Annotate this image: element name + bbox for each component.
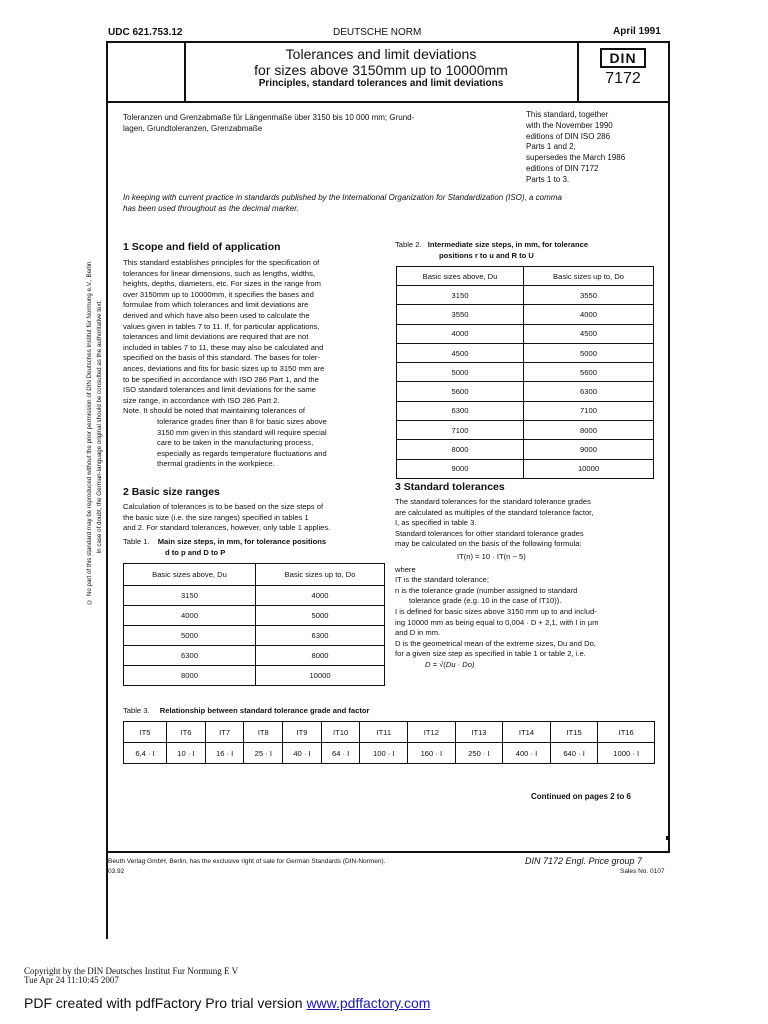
- definition-line: I is defined for basic sizes above 3150 mm up to and includ-: [395, 606, 597, 616]
- table-cell: 8000: [256, 646, 385, 666]
- right-border: [668, 103, 670, 841]
- factor-cell: 6,4 · I: [124, 743, 167, 764]
- table-cell: 4000: [397, 324, 524, 343]
- din-reference: DIN 7172 Engl. Price group 7: [525, 856, 643, 866]
- table-cell: 5600: [397, 382, 524, 401]
- supersedes-line: editions of DIN ISO 286: [526, 131, 611, 141]
- grade-cell: IT6: [167, 722, 206, 743]
- grade-cell: IT13: [455, 722, 503, 743]
- iso-note-line: has been used throughout as the decimal marker.: [123, 204, 299, 213]
- table-1: [123, 563, 385, 686]
- table-cell: 10000: [256, 666, 385, 686]
- body-line: ances, deviations and fits for basic sizes up to 3150 mm are: [123, 363, 325, 373]
- table-cell: 5000: [256, 606, 385, 626]
- grade-cell: IT8: [244, 722, 283, 743]
- table-cell: 8000: [397, 440, 524, 459]
- factor-cell: 100 · I: [360, 743, 408, 764]
- table-1-caption-text: Main size steps, in mm, for tolerance positions: [157, 537, 327, 546]
- note-line: care to be taken in the manufacturing process,: [157, 438, 314, 448]
- grade-cell: IT9: [283, 722, 322, 743]
- table-2-caption-text-2: positions r to u and R to U: [439, 250, 534, 260]
- publication-date: April 1991: [613, 26, 661, 37]
- body-line: to be specified in accordance with ISO 286 Part 1, and the: [123, 374, 319, 384]
- table-3-caption-text: Relationship between standard tolerance grade and factor: [159, 706, 370, 715]
- supersedes-line: supersedes the March 1986: [526, 153, 626, 163]
- where-label: where: [395, 564, 416, 574]
- body-line: over 3150mm up to 10000mm, it specifies the bases and: [123, 289, 314, 299]
- factor-cell: 10 · I: [167, 743, 206, 764]
- body-line: heights, depths, diameters, etc. For sizes in the range from: [123, 279, 321, 289]
- table-1-header: Basic sizes above, Du: [124, 564, 256, 586]
- body-line: Standard tolerances for other standard tolerance grades: [395, 528, 584, 538]
- table-cell: 9000: [524, 440, 654, 459]
- german-title-line-2: lagen, Grundtoleranzen, Grenzabmaße: [123, 124, 263, 133]
- definition-line: n is the tolerance grade (number assigned to standard: [395, 585, 578, 595]
- din-number: 7172: [605, 70, 641, 87]
- body-line: ISO standard tolerances and limit deviations for the same: [123, 385, 316, 395]
- definition-line: D is the geometrical mean of the extreme sizes, Du and Do,: [395, 638, 596, 648]
- grade-cell: IT14: [503, 722, 551, 743]
- table-2-header: Basic sizes above, Du: [397, 267, 524, 286]
- table-1-label: Table 1.: [123, 537, 150, 546]
- copyright-line-2: Tue Apr 24 11:10:45 2007: [24, 975, 119, 985]
- section-2: [123, 486, 385, 534]
- iso-decimal-note: [123, 192, 562, 214]
- table-2-label: Table 2.: [395, 240, 422, 249]
- publisher-note: Beuth Verlag GmbH, Berlin, has the exclusive right of sale for German Standards (DIN-Normen).: [108, 858, 386, 865]
- body-line: may be calculated on the basis of the following formula:: [395, 539, 582, 549]
- grade-cell: IT7: [205, 722, 244, 743]
- grade-cell: IT5: [124, 722, 167, 743]
- table-2-header: Basic sizes up to, Do: [524, 267, 654, 286]
- table-cell: 9000: [397, 459, 524, 478]
- supersedes-line: Parts 1 to 3.: [526, 174, 570, 184]
- title-line-2: for sizes above 3150mm up to 10000mm: [254, 62, 508, 78]
- supersedes-line: Parts 1 and 2,: [526, 142, 576, 152]
- body-line: This standard establishes principles for the specification of: [123, 258, 320, 267]
- table-3-label: Table 3.: [123, 706, 150, 715]
- note-line: especially as regards temperature fluctuations and: [157, 448, 327, 458]
- table-cell: 7100: [397, 421, 524, 440]
- table-cell: 10000: [524, 459, 654, 478]
- title-subtitle: Principles, standard tolerances and limit deviations: [258, 78, 504, 89]
- table-2-caption: [395, 240, 660, 261]
- footer-rule: [106, 851, 670, 853]
- table-cell: 6300: [524, 382, 654, 401]
- factor-cell: 160 · I: [408, 743, 456, 764]
- body-line: are calculated as multiples of the standard tolerance factor,: [395, 507, 594, 517]
- table-cell: 5000: [124, 626, 256, 646]
- section-1: [123, 241, 385, 470]
- section-3-body: [395, 497, 661, 671]
- body-line: size range, in accordance with ISO 286 Part 2.: [123, 395, 280, 405]
- grade-cell: IT10: [321, 722, 360, 743]
- table-cell: 4000: [524, 305, 654, 324]
- pdf-banner-text: PDF created with pdfFactory Pro trial version: [24, 995, 307, 1011]
- factor-cell: 400 · I: [503, 743, 551, 764]
- table-cell: 4500: [524, 324, 654, 343]
- section-2-body: [123, 502, 385, 534]
- definition-line: tolerance grade (e.g. 10 in the case of IT10)).: [409, 596, 562, 606]
- table-cell: 8000: [124, 666, 256, 686]
- body-line: derived and which have also been used to calculate the: [123, 310, 310, 320]
- sidebar-copyright-2: In case of doubt, the German-language original should be consulted as the authoritative text.: [96, 300, 103, 554]
- copyright-stamp: [24, 967, 238, 985]
- table-cell: 6300: [124, 646, 256, 666]
- definition-line: IT is the standard tolerance;: [395, 575, 489, 585]
- din-logo-text: DIN: [609, 50, 637, 66]
- title-line-1: Tolerances and limit deviations: [285, 46, 477, 62]
- factor-cell: 16 · I: [205, 743, 244, 764]
- table-cell: 4000: [124, 606, 256, 626]
- table-2: [396, 266, 654, 479]
- table-cell: 5000: [524, 343, 654, 362]
- table-cell: 3150: [397, 286, 524, 305]
- table-cell: 3550: [397, 305, 524, 324]
- body-line: included in tables 7 to 11, these may also be calculated and: [123, 342, 324, 352]
- factor-cell: 64 · I: [321, 743, 360, 764]
- table-cell: 8000: [524, 421, 654, 440]
- table-1-header: Basic sizes up to, Do: [256, 564, 385, 586]
- pdf-banner: [24, 995, 430, 1011]
- din-logo: [600, 48, 646, 68]
- footer-code: 03.92: [108, 868, 125, 875]
- supersedes-line: editions of DIN 7172: [526, 163, 599, 173]
- table-1-caption: [123, 537, 385, 558]
- norm-label: DEUTSCHE NORM: [333, 27, 422, 38]
- supersedes-line: with the November 1990: [526, 120, 613, 130]
- title-block: [186, 46, 576, 90]
- section-3-heading: 3 Standard tolerances: [395, 481, 505, 493]
- body-line: tolerances for linear dimensions, such as lengths, widths,: [123, 268, 316, 278]
- sales-number: Sales No. 0107: [620, 868, 665, 875]
- german-title: [123, 112, 414, 134]
- definition-line: for a given size step as specified in table 1 or table 2, i.e.: [395, 649, 586, 659]
- factor-cell: 40 · I: [283, 743, 322, 764]
- section-1-heading: 1 Scope and field of application: [123, 241, 281, 253]
- table-3-caption: [123, 706, 369, 717]
- supersedes-line: This standard, together: [526, 110, 609, 119]
- grade-cell: IT16: [598, 722, 655, 743]
- table-cell: 6300: [397, 401, 524, 420]
- section-1-note: [123, 406, 385, 470]
- left-border: [106, 103, 108, 939]
- table-2-caption-text: Intermediate size steps, in mm, for tolerance: [427, 240, 589, 249]
- factor-cell: 1000 · I: [598, 743, 655, 764]
- table-cell: 3550: [524, 286, 654, 305]
- table-cell: 7100: [524, 401, 654, 420]
- pdffactory-link[interactable]: www.pdffactory.com: [306, 995, 431, 1011]
- table-1-caption-text-2: d to p and D to P: [165, 547, 226, 557]
- body-line: the basic size (i.e. the size ranges) specified in tables 1: [123, 512, 309, 522]
- body-line: formulae from which tolerances and limit deviations are: [123, 300, 309, 310]
- body-line: tolerances and limit deviations are required that are not: [123, 332, 309, 342]
- factor-cell: 640 · I: [550, 743, 598, 764]
- definition-line: and D in mm.: [395, 628, 441, 638]
- formula-d: D = √(Du · Do): [425, 659, 475, 669]
- body-line: values given in tables 7 to 11. If, for particular applications,: [123, 321, 320, 331]
- note-line: tolerance grades finer than 8 for basic sizes above: [157, 416, 327, 426]
- table-cell: 4500: [397, 343, 524, 362]
- grade-cell: IT12: [408, 722, 456, 743]
- table-cell: 5000: [397, 363, 524, 382]
- table-cell: 6300: [256, 626, 385, 646]
- iso-note-line: In keeping with current practice in standards published by the International Organization for Standardization (ISO), a comma: [123, 193, 562, 202]
- table-cell: 4000: [256, 586, 385, 606]
- udc-code: UDC 621.753.12: [108, 27, 183, 38]
- copyright-line-1: Copyright by the DIN Deutsches Institut Fur Normung E V: [24, 966, 239, 976]
- formula-it: IT(n) = 10 · IT(n − 5): [457, 551, 526, 561]
- note-line: Note. It should be noted that maintaining tolerances of: [123, 406, 305, 416]
- factor-cell: 25 · I: [244, 743, 283, 764]
- body-line: The standard tolerances for the standard tolerance grades: [395, 497, 591, 506]
- table-cell: 5600: [524, 363, 654, 382]
- table-cell: 3150: [124, 586, 256, 606]
- definition-line: ing 10000 mm as being equal to 0,004 · D + 2,1, with I in µm: [395, 617, 599, 627]
- sidebar-copyright-1: © No part of this standard may be reproduced without the prior permission of DIN Deutsches Institut für Normung e.V., Berlin.: [86, 260, 93, 605]
- grade-cell: IT11: [360, 722, 408, 743]
- body-line: Calculation of tolerances is to be based on the size steps of: [123, 502, 324, 511]
- grade-cell: IT15: [550, 722, 598, 743]
- german-title-line-1: Toleranzen und Grenzabmaße für Längenmaße über 3150 bis 10 000 mm; Grund-: [123, 113, 415, 122]
- section-1-body: [123, 258, 385, 406]
- supersedes-note: [526, 110, 625, 186]
- continued-note: Continued on pages 2 to 6: [531, 792, 632, 801]
- body-line: specified on the basis of this standard. The bases for toler-: [123, 353, 320, 363]
- body-line: I, as specified in table 3.: [395, 518, 477, 528]
- table-3: [123, 721, 655, 764]
- note-line: thermal gradients in the workpiece.: [157, 459, 275, 469]
- section-2-heading: 2 Basic size ranges: [123, 486, 220, 498]
- body-line: and 2. For standard tolerances, however, only table 1 applies.: [123, 523, 331, 533]
- section-3: [395, 481, 661, 671]
- note-line: 3150 mm given in this standard will require special: [157, 427, 327, 437]
- factor-cell: 250 · I: [455, 743, 503, 764]
